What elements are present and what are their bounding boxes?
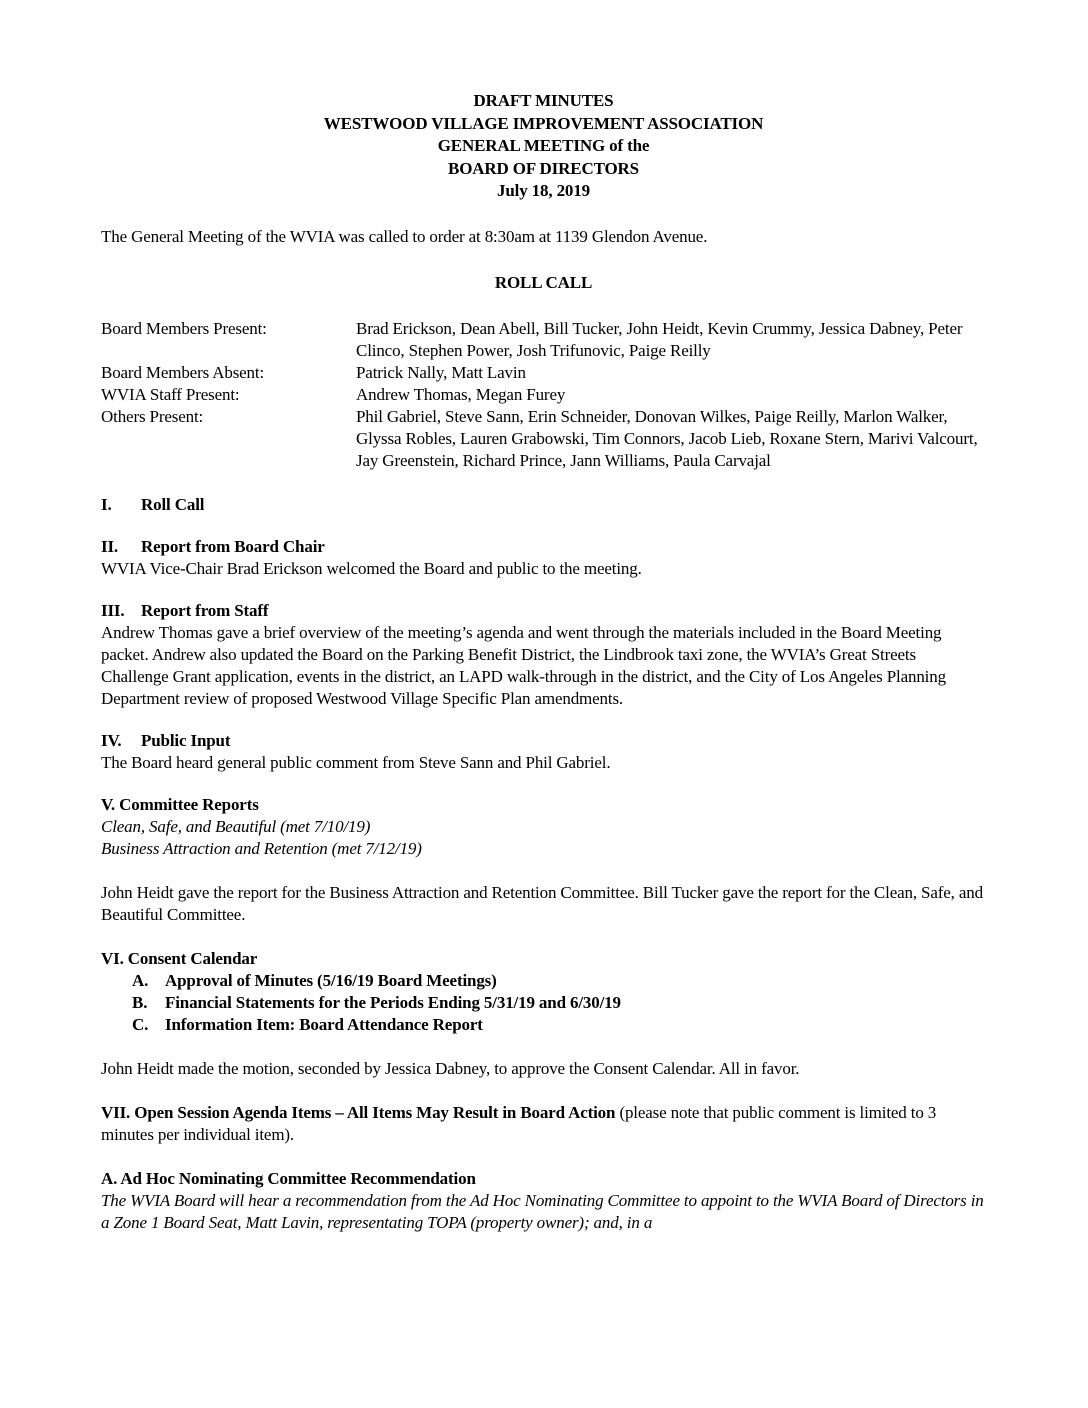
section-4-heading (101, 730, 986, 752)
header-line-1: DRAFT MINUTES (473, 91, 614, 110)
list-item (101, 992, 986, 1014)
section-3-heading (101, 600, 986, 622)
section-3-number: III. (101, 600, 125, 620)
roll-present-value: Brad Erickson, Dean Abell, Bill Tucker, John Heidt, Kevin Crummy, Jessica Dabney, Peter Clinco, Stephen Power, Josh Trifunovic, Paige Reilly (356, 318, 963, 360)
section-3-body: Andrew Thomas gave a brief overview of the meeting’s agenda and went through the materials included in the Board Meeting packet. Andrew also updated the Board on the Parking Benefit District, the Lindbrook taxi zone, the WVIA’s Great Streets Challenge Grant application, events in the district, an LAPD walk-through in the district, and the City of Los Angeles Planning Department review of proposed Westwood Village Specific Plan amendments. (101, 622, 946, 708)
roll-others-value: Phil Gabriel, Steve Sann, Erin Schneider, Donovan Wilkes, Paige Reilly, Marlon Walker, Glyssa Robles, Lauren Grabowski, Tim Connors, Jacob Lieb, Roxane Stern, Marivi Valcourt, Jay Greenstein, Richard Prince, Jann Williams, Paula Carvajal (356, 406, 978, 470)
header-date: July 18, 2019 (497, 181, 590, 200)
section-6-heading: VI. Consent Calendar (101, 948, 258, 968)
document-header (101, 90, 986, 203)
section-1-heading (101, 494, 986, 516)
roll-staff-value: Andrew Thomas, Megan Furey (356, 384, 566, 404)
section-7-heading (101, 1102, 986, 1146)
consent-list (101, 970, 986, 1036)
roll-call-table (101, 318, 986, 472)
committee-business: Business Attraction and Retention (met 7/12/19) (101, 838, 422, 858)
section-7-title: VII. Open Session Agenda Items – All Items May Result in Board Action (101, 1102, 616, 1122)
document-content (101, 90, 986, 1234)
section-4-title: Public Input (141, 730, 231, 750)
section-4-number: IV. (101, 730, 122, 750)
section-2-title: Report from Board Chair (141, 536, 325, 556)
list-item-text: Approval of Minutes (5/16/19 Board Meetings) (165, 970, 497, 990)
roll-absent-label: Board Members Absent: (101, 362, 265, 382)
list-item-text: Information Item: Board Attendance Report (165, 1014, 483, 1034)
list-item (101, 970, 986, 992)
list-item-letter: C. (132, 1014, 149, 1034)
list-item-letter: A. (132, 970, 149, 990)
roll-call-title: ROLL CALL (494, 272, 593, 292)
section-2-number: II. (101, 536, 119, 556)
committee-clean-safe: Clean, Safe, and Beautiful (met 7/10/19) (101, 816, 371, 836)
header-line-4: BOARD OF DIRECTORS (448, 158, 639, 178)
section-1-number: I. (101, 494, 112, 514)
list-item-text: Financial Statements for the Periods Ending 5/31/19 and 6/30/19 (165, 992, 621, 1012)
section-6-body: John Heidt made the motion, seconded by Jessica Dabney, to approve the Consent Calendar. All in favor. (101, 1058, 800, 1078)
intro-paragraph: The General Meeting of the WVIA was called to order at 8:30am at 1139 Glendon Avenue. (101, 226, 708, 246)
section-4-body: The Board heard general public comment from Steve Sann and Phil Gabriel. (101, 752, 611, 772)
section-3-title: Report from Staff (141, 600, 269, 620)
section-5-body: John Heidt gave the report for the Business Attraction and Retention Committee. Bill Tucker gave the report for the Clean, Safe, and Beautiful Committee. (101, 882, 983, 924)
roll-others-label: Others Present: (101, 406, 204, 426)
roll-staff-label: WVIA Staff Present: (101, 384, 240, 404)
section-2-heading (101, 536, 986, 558)
section-7a-heading: A. Ad Hoc Nominating Committee Recommendation (101, 1168, 476, 1188)
section-7-note: (please note that public comment is limited to 3 minutes per individual item). (101, 1102, 937, 1144)
roll-present-label: Board Members Present: (101, 318, 267, 338)
header-line-2: WESTWOOD VILLAGE IMPROVEMENT ASSOCIATION (323, 113, 764, 133)
header-line-3: GENERAL MEETING of the (437, 136, 650, 155)
list-item-letter: B. (132, 992, 148, 1012)
list-item (101, 1014, 986, 1036)
section-7a-body: The WVIA Board will hear a recommendation from the Ad Hoc Nominating Committee to appoint to the WVIA Board of Directors in a Zone 1 Board Seat, Matt Lavin, representating TOPA (property owner); and, in a (101, 1190, 984, 1232)
roll-absent-value: Patrick Nally, Matt Lavin (356, 362, 526, 382)
section-2-body: WVIA Vice-Chair Brad Erickson welcomed the Board and public to the meeting. (101, 558, 642, 578)
section-1-title: Roll Call (141, 494, 205, 514)
section-5-heading: V. Committee Reports (101, 794, 259, 814)
